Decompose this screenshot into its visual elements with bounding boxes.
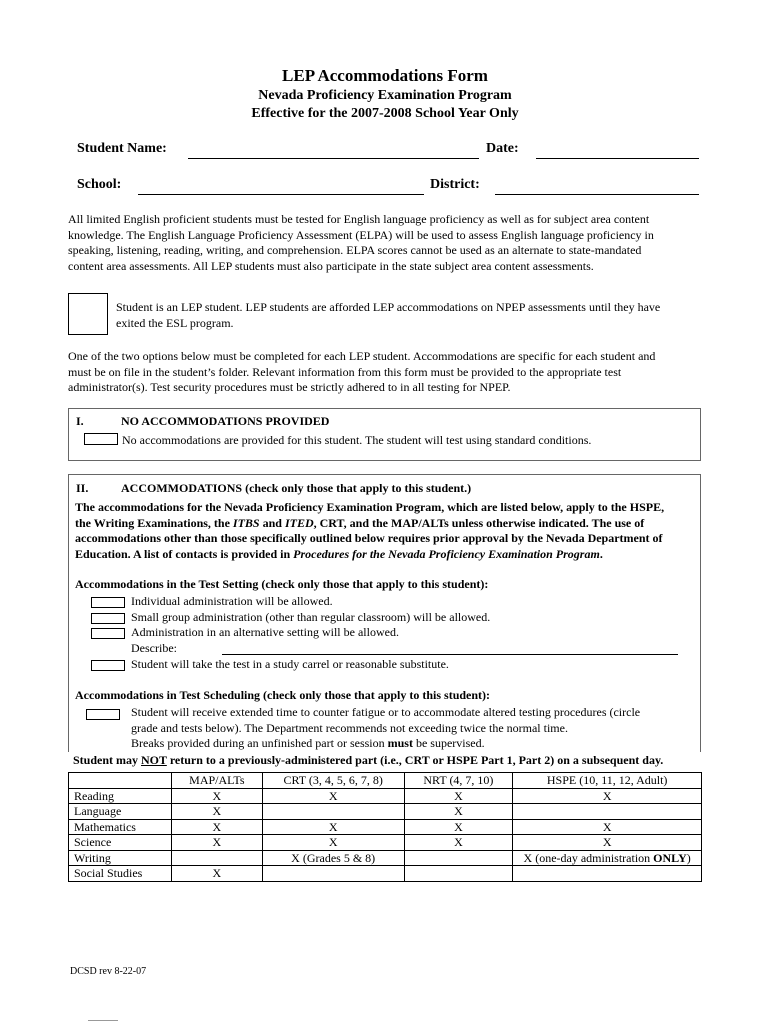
test-setting-heading: Accommodations in the Test Setting (check only those that apply to this student): bbox=[75, 577, 489, 591]
accommodations-table bbox=[68, 772, 702, 882]
intro-line: All limited English proficient students must be tested for English language proficiency as well as for subject area content bbox=[68, 212, 650, 226]
table-row bbox=[69, 850, 702, 866]
extended-time-checkbox[interactable] bbox=[86, 709, 120, 720]
table-row bbox=[69, 819, 702, 835]
table-cell bbox=[262, 866, 404, 882]
alternative-setting-text: Administration in an alternative setting will be allowed. bbox=[131, 625, 399, 639]
test-scheduling-heading: Accommodations in Test Scheduling (check only those that apply to this student): bbox=[75, 688, 491, 702]
lep-statement bbox=[116, 300, 660, 331]
table-cell bbox=[513, 804, 702, 820]
table-cell: Writing bbox=[69, 850, 172, 866]
table-cell: Language bbox=[69, 804, 172, 820]
table-cell: X bbox=[404, 788, 513, 804]
table-row bbox=[69, 788, 702, 804]
table-cell: X bbox=[404, 835, 513, 851]
lep-student-checkbox[interactable] bbox=[68, 293, 108, 335]
lep-line: exited the ESL program. bbox=[116, 315, 234, 330]
extended-time-line: Student will receive extended time to counter fatigue or to accommodate altered testing procedures (circle bbox=[131, 705, 641, 719]
describe-label: Describe: bbox=[131, 641, 177, 655]
school-label: School: bbox=[77, 177, 122, 192]
table-cell bbox=[171, 850, 262, 866]
student-name-field[interactable] bbox=[188, 158, 479, 159]
section1-number: I. bbox=[76, 414, 84, 428]
date-label: Date: bbox=[486, 141, 519, 156]
table-cell: X bbox=[171, 835, 262, 851]
table-header: CRT (3, 4, 5, 6, 7, 8) bbox=[262, 773, 404, 789]
table-cell: Mathematics bbox=[69, 819, 172, 835]
table-header: MAP/ALTs bbox=[171, 773, 262, 789]
table-cell: X bbox=[262, 819, 404, 835]
table-cell: X (one-day administration ONLY) bbox=[513, 850, 702, 866]
notice-line: the Writing Examinations, the ITBS and ITED, CRT, and the MAP/ALTs unless otherwise indicated. The use of bbox=[75, 515, 645, 530]
section2-heading: ACCOMMODATIONS (check only those that apply to this student.) bbox=[121, 481, 472, 495]
notice-line: Education. A list of contacts is provided in Procedures for the Nevada Proficiency Examination Program. bbox=[75, 546, 603, 561]
form-title: LEP Accommodations Form bbox=[282, 66, 488, 85]
alternative-setting-checkbox[interactable] bbox=[91, 628, 125, 639]
table-cell: X (Grades 5 & 8) bbox=[262, 850, 404, 866]
accommodations-notice bbox=[75, 500, 699, 562]
table-cell: X bbox=[262, 788, 404, 804]
table-cell: X bbox=[171, 866, 262, 882]
describe-field[interactable] bbox=[222, 654, 678, 655]
table-cell: Reading bbox=[69, 788, 172, 804]
table-cell: Science bbox=[69, 835, 172, 851]
table-row bbox=[69, 866, 702, 882]
study-carrel-checkbox[interactable] bbox=[91, 660, 125, 671]
table-cell: Social Studies bbox=[69, 866, 172, 882]
effective-year: Effective for the 2007-2008 School Year Only bbox=[251, 106, 519, 121]
no-return-rule: Student may NOT return to a previously-administered part (i.e., CRT or HSPE Part 1, Part 2) on a subsequent day. bbox=[73, 753, 664, 767]
table-cell: X bbox=[513, 819, 702, 835]
district-field[interactable] bbox=[495, 194, 699, 195]
lep-line: Student is an LEP student. LEP students are afforded LEP accommodations on NPEP assessments until they have bbox=[116, 300, 661, 314]
options-paragraph bbox=[68, 349, 702, 396]
table-cell bbox=[404, 850, 513, 866]
school-field[interactable] bbox=[138, 194, 424, 195]
table-cell: X bbox=[404, 819, 513, 835]
revision-footer: DCSD rev 8-22-07 bbox=[70, 966, 147, 977]
extended-time-line: Breaks provided during an unfinished part or session must be supervised. bbox=[131, 736, 485, 750]
section2-number: II. bbox=[76, 481, 89, 495]
table-cell: X bbox=[171, 819, 262, 835]
individual-admin-text: Individual administration will be allowed. bbox=[131, 594, 333, 608]
options-line: One of the two options below must be completed for each LEP student. Accommodations are specific for each student and bbox=[68, 349, 656, 363]
small-group-text: Small group administration (other than regular classroom) will be allowed. bbox=[131, 610, 491, 624]
table-cell: X bbox=[171, 804, 262, 820]
options-line: must be on file in the student’s folder. Relevant information from this form must be provided to the appropriate test bbox=[68, 364, 622, 379]
footer-divider bbox=[88, 1020, 118, 1021]
table-header bbox=[69, 773, 172, 789]
table-cell: X bbox=[513, 835, 702, 851]
table-header: NRT (4, 7, 10) bbox=[404, 773, 513, 789]
notice-line: accommodations other than those specifically outlined below requires prior approval by the Nevada Department of bbox=[75, 531, 663, 545]
program-name: Nevada Proficiency Examination Program bbox=[258, 88, 512, 103]
study-carrel-text: Student will take the test in a study carrel or reasonable substitute. bbox=[131, 657, 449, 671]
options-line: administrator(s). Test security procedures must be strictly adhered to in all testing for NPEP. bbox=[68, 380, 511, 394]
table-cell: X bbox=[171, 788, 262, 804]
table-cell bbox=[404, 866, 513, 882]
no-accommodations-checkbox[interactable] bbox=[84, 433, 118, 445]
table-row bbox=[69, 804, 702, 820]
table-cell bbox=[262, 804, 404, 820]
table-header: HSPE (10, 11, 12, Adult) bbox=[513, 773, 702, 789]
individual-admin-checkbox[interactable] bbox=[91, 597, 125, 608]
district-label: District: bbox=[430, 177, 480, 192]
no-accommodations-text: No accommodations are provided for this student. The student will test using standard conditions. bbox=[122, 433, 592, 447]
table-cell bbox=[513, 866, 702, 882]
table-cell: X bbox=[262, 835, 404, 851]
small-group-checkbox[interactable] bbox=[91, 613, 125, 624]
table-cell: X bbox=[513, 788, 702, 804]
intro-line: content area assessments. All LEP students must also participate in the state subject area content assessments. bbox=[68, 258, 594, 273]
intro-line: speaking, listening, reading, writing, and comprehension. ELPA scores cannot be used as an alternate to state-mandated bbox=[68, 243, 642, 257]
table-row bbox=[69, 835, 702, 851]
table-cell: X bbox=[404, 804, 513, 820]
extended-time-text bbox=[131, 705, 697, 752]
section1-heading: NO ACCOMMODATIONS PROVIDED bbox=[121, 414, 330, 428]
extended-time-line: grade and tests below). The Department recommends not exceeding twice the normal time. bbox=[131, 720, 568, 735]
table-header-row bbox=[69, 773, 702, 789]
intro-paragraph bbox=[68, 212, 702, 274]
student-name-label: Student Name: bbox=[77, 141, 167, 156]
intro-line: knowledge. The English Language Proficiency Assessment (ELPA) will be used to assess English language proficiency in bbox=[68, 227, 654, 242]
notice-line: The accommodations for the Nevada Proficiency Examination Program, which are listed below, apply to the HSPE, bbox=[75, 500, 665, 514]
date-field[interactable] bbox=[536, 158, 699, 159]
